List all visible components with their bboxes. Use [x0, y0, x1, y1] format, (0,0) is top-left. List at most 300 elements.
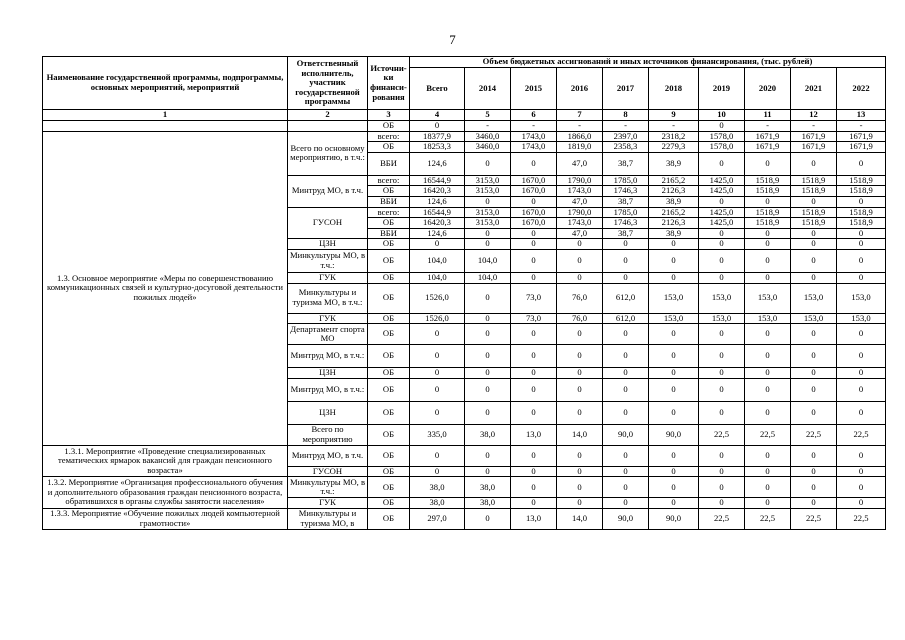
value-cell: 0	[557, 498, 603, 509]
value-cell: 0	[745, 152, 791, 175]
header-year: 2019	[699, 68, 745, 110]
header-budget: Объем бюджетных ассигнований и иных источников финансирования, (тыс. рублей)	[410, 57, 886, 68]
value-cell: 0	[511, 401, 557, 424]
value-cell: 0	[511, 368, 557, 379]
column-number: 12	[791, 110, 837, 121]
value-cell: 0	[699, 378, 745, 401]
value-cell: 0	[511, 228, 557, 239]
value-cell: 1578,0	[699, 131, 745, 142]
value-cell: 1671,9	[791, 131, 837, 142]
value-cell: 38,0	[465, 498, 511, 509]
value-cell: 1425,0	[699, 207, 745, 218]
value-cell: -	[511, 121, 557, 132]
value-cell: 0	[745, 272, 791, 283]
source-cell: ОБ	[368, 324, 410, 345]
header-name: Наименование государственной программы, подпрограммы, основных мероприятий, мероприятий	[43, 57, 288, 110]
header-year: 2020	[745, 68, 791, 110]
value-cell: 2318,2	[649, 131, 699, 142]
value-cell: 124,6	[410, 152, 465, 175]
executor-cell: ГУК	[288, 272, 368, 283]
measure-name: 1.3. Основное мероприятие «Меры по совершенствованию коммуникационных связей и культурно-досуговой деятельности пожилых людей»	[43, 131, 288, 445]
header-year: 2015	[511, 68, 557, 110]
value-cell: 0	[511, 477, 557, 498]
executor-cell-empty	[288, 121, 368, 132]
value-cell: 1518,9	[791, 186, 837, 197]
value-cell: 0	[410, 324, 465, 345]
value-cell: 0	[511, 345, 557, 368]
source-cell: ОБ	[368, 424, 410, 445]
value-cell: 2279,3	[649, 142, 699, 153]
value-cell: 104,0	[465, 272, 511, 283]
value-cell: 153,0	[649, 283, 699, 313]
value-cell: 0	[557, 477, 603, 498]
value-cell: 0	[745, 498, 791, 509]
value-cell: 0	[791, 401, 837, 424]
value-cell: 0	[837, 239, 886, 250]
value-cell: 1670,0	[511, 218, 557, 229]
value-cell: 0	[649, 466, 699, 477]
value-cell: 0	[699, 249, 745, 272]
value-cell: 0	[699, 239, 745, 250]
value-cell: 124,6	[410, 228, 465, 239]
executor-cell: Минтруд МО, в т.ч.	[288, 175, 368, 207]
value-cell: 0	[410, 121, 465, 132]
value-cell: 0	[791, 378, 837, 401]
value-cell: 153,0	[837, 313, 886, 324]
value-cell: 0	[603, 345, 649, 368]
value-cell: 76,0	[557, 283, 603, 313]
value-cell: 16544,9	[410, 207, 465, 218]
value-cell: 0	[745, 466, 791, 477]
table-row	[43, 477, 886, 498]
executor-cell: Минкультуры и туризма МО, в	[288, 508, 368, 529]
measure-name: 1.3.2. Мероприятие «Организация профессионального обучения и дополнительного образования граждан пенсионного возраста, обратившихся в органы службы занятости населения»	[43, 477, 288, 509]
table-row	[43, 445, 886, 466]
value-cell: 0	[603, 378, 649, 401]
value-cell: 3153,0	[465, 175, 511, 186]
value-cell: 0	[511, 239, 557, 250]
value-cell: 3153,0	[465, 186, 511, 197]
value-cell: 47,0	[557, 152, 603, 175]
value-cell: 0	[410, 345, 465, 368]
executor-cell: Минкультуры МО, в т.ч.:	[288, 477, 368, 498]
source-cell: ВБИ	[368, 228, 410, 239]
value-cell: -	[837, 121, 886, 132]
value-cell: 38,9	[649, 228, 699, 239]
page-number: 7	[449, 32, 456, 47]
value-cell: 0	[557, 466, 603, 477]
value-cell: 0	[745, 345, 791, 368]
value-cell: 1518,9	[791, 207, 837, 218]
value-cell: 3153,0	[465, 218, 511, 229]
value-cell: 38,0	[465, 477, 511, 498]
executor-cell: Минтруд МО, в т.ч.:	[288, 378, 368, 401]
value-cell: 0	[465, 283, 511, 313]
header-year: 2017	[603, 68, 649, 110]
value-cell: 38,9	[649, 196, 699, 207]
source-cell: ОБ	[368, 239, 410, 250]
value-cell: 18377,9	[410, 131, 465, 142]
value-cell: 0	[837, 378, 886, 401]
column-number: 7	[557, 110, 603, 121]
value-cell: 0	[557, 401, 603, 424]
value-cell: 22,5	[837, 424, 886, 445]
source-cell: ОБ	[368, 445, 410, 466]
source-cell: ОБ	[368, 477, 410, 498]
value-cell: 0	[511, 466, 557, 477]
value-cell: 0	[557, 324, 603, 345]
value-cell: 153,0	[745, 313, 791, 324]
source-cell: ВБИ	[368, 152, 410, 175]
value-cell: 0	[699, 152, 745, 175]
value-cell: 0	[791, 228, 837, 239]
executor-cell: ГУСОН	[288, 466, 368, 477]
measure-name: 1.3.1. Мероприятие «Проведение специализированных тематических ярмарок вакансий для граждан пенсионного возраста»	[43, 445, 288, 477]
executor-cell: Минтруд МО, в т.ч.	[288, 445, 368, 466]
source-cell: ОБ	[368, 283, 410, 313]
value-cell: 1518,9	[745, 218, 791, 229]
table-row	[43, 121, 886, 132]
value-cell: -	[603, 121, 649, 132]
value-cell: 0	[557, 239, 603, 250]
value-cell: 0	[511, 152, 557, 175]
value-cell: 22,5	[699, 424, 745, 445]
value-cell: 2165,2	[649, 175, 699, 186]
value-cell: 0	[465, 324, 511, 345]
value-cell: 0	[465, 196, 511, 207]
value-cell: 153,0	[745, 283, 791, 313]
header-year: 2018	[649, 68, 699, 110]
value-cell: -	[745, 121, 791, 132]
value-cell: 0	[791, 249, 837, 272]
value-cell: 0	[410, 378, 465, 401]
value-cell: 0	[511, 272, 557, 283]
value-cell: 0	[791, 152, 837, 175]
value-cell: 3153,0	[465, 207, 511, 218]
executor-cell: ЦЗН	[288, 368, 368, 379]
source-cell: ОБ	[368, 121, 410, 132]
value-cell: 0	[745, 445, 791, 466]
header-year: 2022	[837, 68, 886, 110]
value-cell: 76,0	[557, 313, 603, 324]
source-cell: ОБ	[368, 378, 410, 401]
value-cell: 0	[699, 324, 745, 345]
value-cell: 22,5	[837, 508, 886, 529]
source-cell: ВБИ	[368, 196, 410, 207]
value-cell: 0	[699, 477, 745, 498]
value-cell: 1518,9	[745, 207, 791, 218]
value-cell: 0	[557, 445, 603, 466]
executor-cell: Минтруд МО, в т.ч.:	[288, 345, 368, 368]
value-cell: 38,0	[410, 498, 465, 509]
value-cell: 47,0	[557, 228, 603, 239]
value-cell: 0	[465, 313, 511, 324]
name-cell-empty	[43, 121, 288, 132]
value-cell: 1425,0	[699, 218, 745, 229]
value-cell: -	[649, 121, 699, 132]
value-cell: 0	[557, 378, 603, 401]
value-cell: 1671,9	[745, 142, 791, 153]
value-cell: 0	[837, 249, 886, 272]
value-cell: 153,0	[837, 283, 886, 313]
value-cell: 612,0	[603, 313, 649, 324]
value-cell: 0	[745, 239, 791, 250]
value-cell: 0	[511, 445, 557, 466]
value-cell: 73,0	[511, 313, 557, 324]
value-cell: 1526,0	[410, 313, 465, 324]
value-cell: 16420,3	[410, 218, 465, 229]
table-row	[43, 131, 886, 142]
source-cell: ОБ	[368, 272, 410, 283]
column-number: 5	[465, 110, 511, 121]
value-cell: 0	[603, 239, 649, 250]
value-cell: 1518,9	[791, 175, 837, 186]
value-cell: 1743,0	[511, 142, 557, 153]
value-cell: 0	[699, 228, 745, 239]
value-cell: 1746,3	[603, 218, 649, 229]
column-number: 13	[837, 110, 886, 121]
value-cell: 14,0	[557, 508, 603, 529]
value-cell: 1671,9	[791, 142, 837, 153]
column-number: 10	[699, 110, 745, 121]
value-cell: 1518,9	[837, 175, 886, 186]
source-cell: всего:	[368, 175, 410, 186]
executor-cell: Минкультуры МО, в т.ч.:	[288, 249, 368, 272]
value-cell: 22,5	[699, 508, 745, 529]
value-cell: 1670,0	[511, 175, 557, 186]
value-cell: 18253,3	[410, 142, 465, 153]
value-cell: 38,7	[603, 196, 649, 207]
value-cell: 0	[465, 401, 511, 424]
value-cell: 90,0	[649, 508, 699, 529]
value-cell: 0	[837, 466, 886, 477]
value-cell: 0	[745, 249, 791, 272]
value-cell: 38,7	[603, 228, 649, 239]
value-cell: 0	[745, 196, 791, 207]
value-cell: 612,0	[603, 283, 649, 313]
value-cell: 104,0	[410, 272, 465, 283]
value-cell: 0	[465, 228, 511, 239]
header-executor: Ответственный исполнитель, участник государственной программы	[288, 57, 368, 110]
value-cell: 0	[465, 466, 511, 477]
value-cell: 104,0	[410, 249, 465, 272]
value-cell: 0	[649, 249, 699, 272]
value-cell: 0	[511, 498, 557, 509]
value-cell: 0	[649, 239, 699, 250]
value-cell: 0	[557, 345, 603, 368]
source-cell: ОБ	[368, 218, 410, 229]
value-cell: 153,0	[791, 283, 837, 313]
value-cell: 47,0	[557, 196, 603, 207]
value-cell: 0	[699, 272, 745, 283]
value-cell: 38,0	[410, 477, 465, 498]
value-cell: 0	[745, 228, 791, 239]
value-cell: 1866,0	[557, 131, 603, 142]
value-cell: -	[465, 121, 511, 132]
value-cell: 90,0	[603, 424, 649, 445]
value-cell: 0	[603, 249, 649, 272]
value-cell: 0	[465, 445, 511, 466]
value-cell: 1746,3	[603, 186, 649, 197]
column-number: 11	[745, 110, 791, 121]
value-cell: 0	[410, 445, 465, 466]
value-cell: 153,0	[699, 313, 745, 324]
value-cell: 1743,0	[511, 131, 557, 142]
source-cell: ОБ	[368, 345, 410, 368]
value-cell: 0	[511, 324, 557, 345]
value-cell: 153,0	[791, 313, 837, 324]
source-cell: всего:	[368, 131, 410, 142]
value-cell: 0	[745, 368, 791, 379]
value-cell: 0	[745, 477, 791, 498]
value-cell: 0	[649, 368, 699, 379]
value-cell: 1743,0	[557, 186, 603, 197]
value-cell: 0	[791, 272, 837, 283]
value-cell: 0	[557, 272, 603, 283]
column-number: 3	[368, 110, 410, 121]
value-cell: 0	[465, 378, 511, 401]
value-cell: 38,7	[603, 152, 649, 175]
source-cell: ОБ	[368, 368, 410, 379]
value-cell: 0	[603, 445, 649, 466]
value-cell: 2165,2	[649, 207, 699, 218]
source-cell: ОБ	[368, 249, 410, 272]
value-cell: 3460,0	[465, 131, 511, 142]
value-cell: 1518,9	[837, 186, 886, 197]
value-cell: 0	[837, 324, 886, 345]
executor-cell: ГУСОН	[288, 207, 368, 239]
executor-cell: Всего по основному мероприятию, в т.ч.:	[288, 131, 368, 175]
value-cell: 0	[649, 272, 699, 283]
value-cell: 2397,0	[603, 131, 649, 142]
value-cell: 0	[410, 466, 465, 477]
value-cell: 0	[511, 378, 557, 401]
value-cell: 1790,0	[557, 207, 603, 218]
value-cell: 124,6	[410, 196, 465, 207]
value-cell: 0	[603, 498, 649, 509]
budget-table	[42, 56, 886, 530]
value-cell: 0	[699, 368, 745, 379]
measure-name: 1.3.3. Мероприятие «Обучение пожилых людей компьютерной грамотности»	[43, 508, 288, 529]
value-cell: 2126,3	[649, 186, 699, 197]
column-number: 2	[288, 110, 368, 121]
value-cell: 13,0	[511, 424, 557, 445]
value-cell: 1425,0	[699, 175, 745, 186]
value-cell: 22,5	[791, 508, 837, 529]
value-cell: 2126,3	[649, 218, 699, 229]
source-cell: ОБ	[368, 186, 410, 197]
value-cell: 1785,0	[603, 175, 649, 186]
value-cell: 0	[699, 345, 745, 368]
value-cell: 0	[791, 498, 837, 509]
source-cell: ОБ	[368, 313, 410, 324]
value-cell: 22,5	[745, 508, 791, 529]
value-cell: 0	[465, 152, 511, 175]
value-cell: 1518,9	[791, 218, 837, 229]
value-cell: 0	[649, 498, 699, 509]
value-cell: 0	[837, 498, 886, 509]
value-cell: 0	[511, 249, 557, 272]
value-cell: 1518,9	[837, 207, 886, 218]
value-cell: 0	[791, 239, 837, 250]
value-cell: 1670,0	[511, 186, 557, 197]
value-cell: 0	[837, 228, 886, 239]
value-cell: 0	[791, 324, 837, 345]
value-cell: 0	[791, 445, 837, 466]
value-cell: 0	[603, 324, 649, 345]
value-cell: 0	[837, 401, 886, 424]
value-cell: 0	[649, 445, 699, 466]
value-cell: 73,0	[511, 283, 557, 313]
value-cell: 0	[410, 239, 465, 250]
value-cell: 1670,0	[511, 207, 557, 218]
value-cell: 0	[410, 368, 465, 379]
column-number: 4	[410, 110, 465, 121]
value-cell: -	[557, 121, 603, 132]
value-cell: 16420,3	[410, 186, 465, 197]
value-cell: 0	[837, 152, 886, 175]
value-cell: 0	[410, 401, 465, 424]
executor-cell: ЦЗН	[288, 401, 368, 424]
value-cell: 0	[557, 249, 603, 272]
value-cell: 0	[557, 368, 603, 379]
source-cell: ОБ	[368, 508, 410, 529]
value-cell: -	[791, 121, 837, 132]
table-row	[43, 508, 886, 529]
column-number: 6	[511, 110, 557, 121]
source-cell: ОБ	[368, 466, 410, 477]
header-source: Источни-ки финанси-рования	[368, 57, 410, 110]
value-cell: 0	[603, 368, 649, 379]
value-cell: 0	[837, 345, 886, 368]
value-cell: 0	[745, 378, 791, 401]
value-cell: 1743,0	[557, 218, 603, 229]
value-cell: 0	[699, 196, 745, 207]
value-cell: 0	[745, 401, 791, 424]
value-cell: 0	[791, 345, 837, 368]
value-cell: 38,9	[649, 152, 699, 175]
value-cell: 1671,9	[837, 131, 886, 142]
source-cell: ОБ	[368, 498, 410, 509]
value-cell: 0	[603, 466, 649, 477]
value-cell: 0	[603, 477, 649, 498]
value-cell: 0	[465, 368, 511, 379]
value-cell: 0	[791, 368, 837, 379]
value-cell: 13,0	[511, 508, 557, 529]
value-cell: 90,0	[603, 508, 649, 529]
value-cell: 0	[699, 445, 745, 466]
header-year: Всего	[410, 68, 465, 110]
value-cell: 0	[603, 401, 649, 424]
value-cell: 3460,0	[465, 142, 511, 153]
executor-cell: Минкультуры и туризма МО, в т.ч.:	[288, 283, 368, 313]
value-cell: 0	[649, 345, 699, 368]
source-cell: ОБ	[368, 142, 410, 153]
value-cell: 0	[837, 272, 886, 283]
column-number: 8	[603, 110, 649, 121]
executor-cell: ЦЗН	[288, 239, 368, 250]
executor-cell: Всего по мероприятию	[288, 424, 368, 445]
header-year: 2021	[791, 68, 837, 110]
value-cell: 0	[699, 401, 745, 424]
value-cell: 0	[465, 239, 511, 250]
value-cell: 335,0	[410, 424, 465, 445]
value-cell: 0	[699, 466, 745, 477]
value-cell: 1518,9	[837, 218, 886, 229]
value-cell: 90,0	[649, 424, 699, 445]
value-cell: 0	[465, 508, 511, 529]
value-cell: 2358,3	[603, 142, 649, 153]
